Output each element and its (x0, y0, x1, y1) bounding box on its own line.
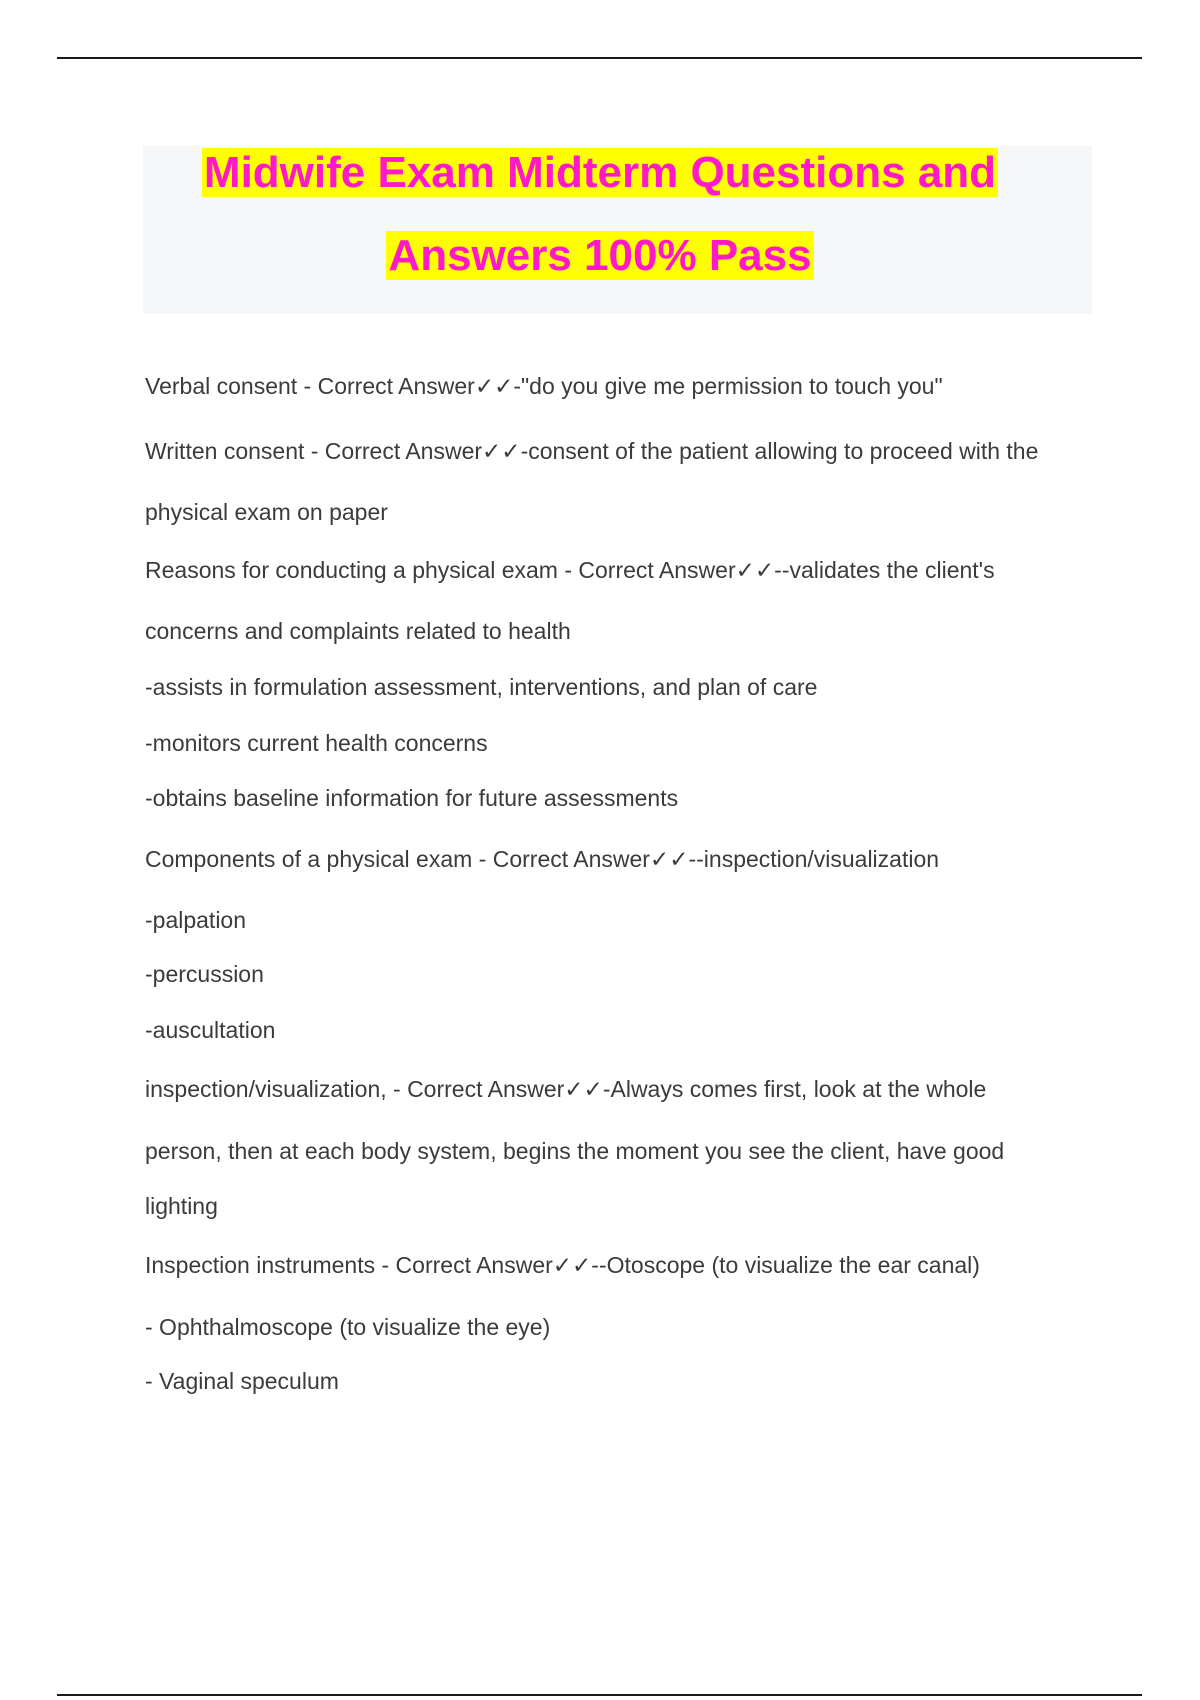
text-line: person, then at each body system, begins the moment you see the client, have good (145, 1138, 1005, 1164)
text-line: - Vaginal speculum (145, 1368, 339, 1394)
text-line: Inspection instruments - Correct Answer✓✓--Otoscope (to visualize the ear canal) (145, 1252, 980, 1278)
text-line: -palpation (145, 907, 247, 933)
top-rule (57, 57, 1142, 59)
title-highlight-2: Answers 100% Pass (388, 231, 812, 280)
text-line: -assists in formulation assessment, interventions, and plan of care (145, 674, 818, 700)
text-line: - Ophthalmoscope (to visualize the eye) (145, 1314, 551, 1340)
text-line: -percussion (145, 961, 264, 987)
bottom-rule (57, 1694, 1142, 1696)
page-title-line-2 (0, 227, 1200, 285)
text-line: Written consent - Correct Answer✓✓-consent of the patient allowing to proceed with the (145, 438, 1039, 464)
text-line: concerns and complaints related to health (145, 618, 571, 644)
text-line: Verbal consent - Correct Answer✓✓-"do you give me permission to touch you" (145, 373, 943, 399)
text-line: -auscultation (145, 1017, 276, 1043)
title-highlight-1: Midwife Exam Midterm Questions and (203, 148, 997, 197)
text-line: Components of a physical exam - Correct Answer✓✓--inspection/visualization (145, 846, 940, 872)
text-line: physical exam on paper (145, 499, 388, 525)
text-line: inspection/visualization, - Correct Answer✓✓-Always comes first, look at the whole (145, 1076, 987, 1102)
text-line: -monitors current health concerns (145, 730, 488, 756)
text-line: lighting (145, 1193, 218, 1219)
page-title-line-1 (0, 144, 1200, 202)
text-line: Reasons for conducting a physical exam - Correct Answer✓✓--validates the client's (145, 557, 995, 583)
text-line: -obtains baseline information for future assessments (145, 785, 679, 811)
